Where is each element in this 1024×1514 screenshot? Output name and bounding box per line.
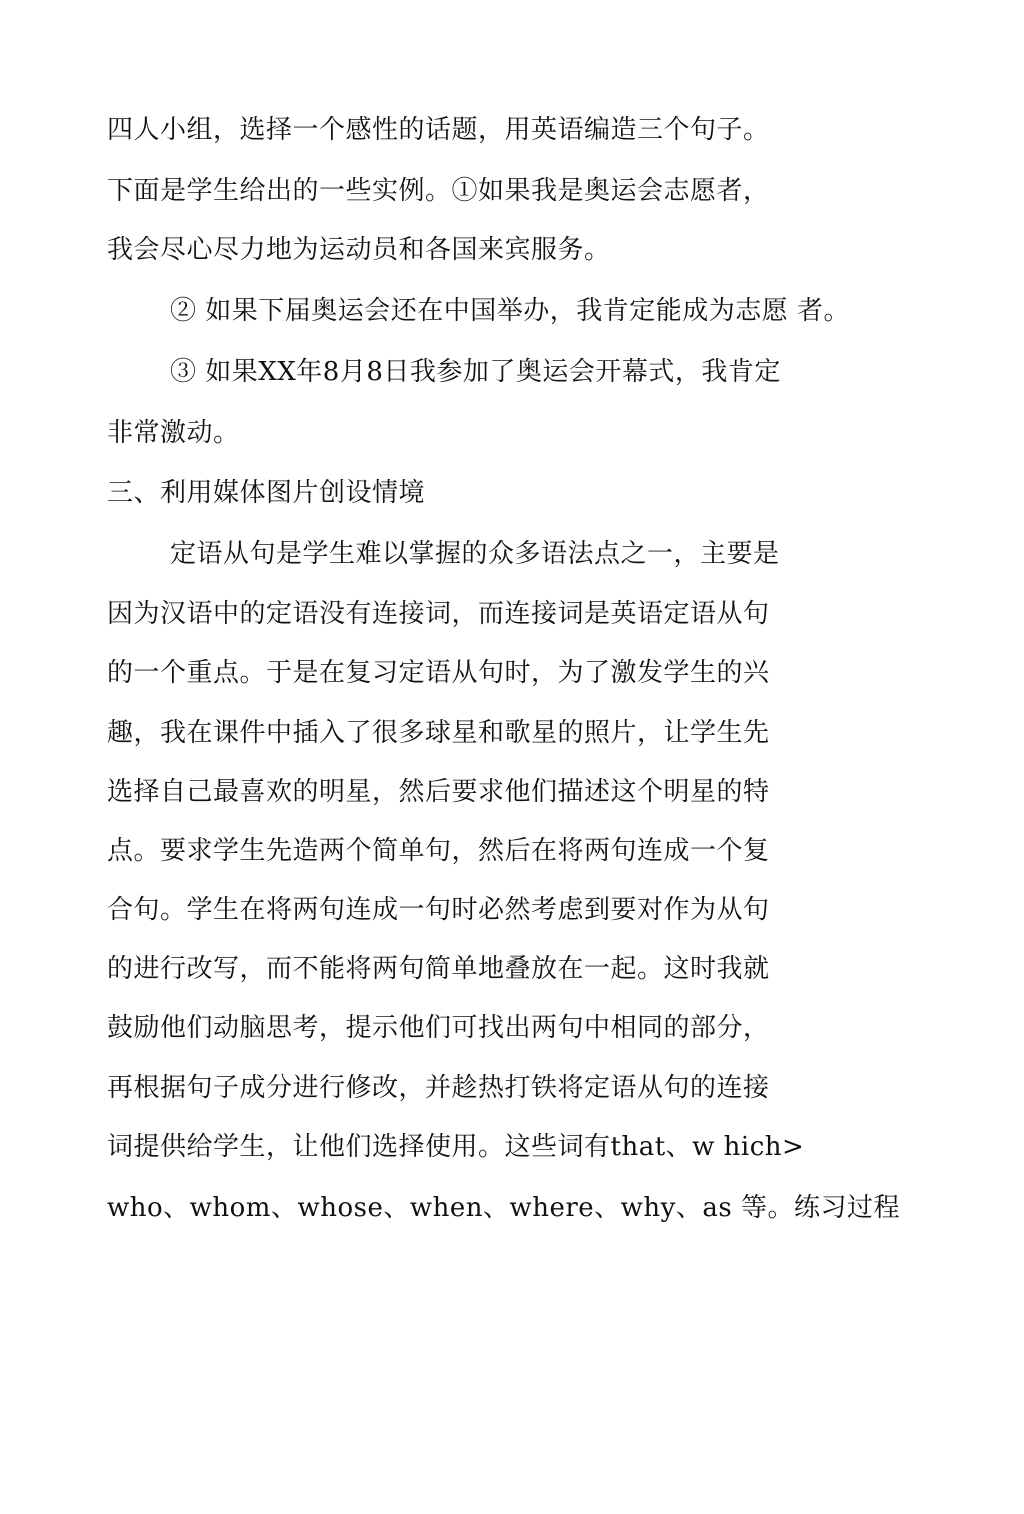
text-line-10: 的一个重点。于是在复习定语从句时，为了激发学生的兴 bbox=[107, 658, 770, 688]
text-line-2: 下面是学生给出的一些实例。①如果我是奥运会志愿者， bbox=[107, 176, 770, 206]
text-line-12: 选择自己最喜欢的明星，然后要求他们描述这个明星的特 bbox=[107, 777, 770, 807]
text-line-19: who、whom、whose、when、where、why、as 等。练习过程 bbox=[107, 1193, 900, 1223]
text-line-9: 因为汉语中的定语没有连接词，而连接词是英语定语从句 bbox=[107, 599, 770, 629]
text-line-3: 我会尽心尽力地为运动员和各国来宾服务。 bbox=[107, 235, 611, 265]
text-line-6: 非常激动。 bbox=[107, 418, 240, 448]
text-line-5: ③ 如果XX年8月8日我参加了奥运会开幕式，我肯定 bbox=[170, 357, 781, 387]
text-line-14: 合句。学生在将两句连成一句时必然考虑到要对作为从句 bbox=[107, 895, 770, 925]
text-line-18: 词提供给学生，让他们选择使用。这些词有that、w hich> bbox=[107, 1132, 805, 1162]
section-heading: 三、利用媒体图片创设情境 bbox=[107, 478, 426, 508]
text-line-16: 鼓励他们动脑思考，提示他们可找出两句中相同的部分， bbox=[107, 1013, 770, 1043]
text-line-13: 点。要求学生先造两个简单句，然后在将两句连成一个复 bbox=[107, 836, 770, 866]
text-line-8: 定语从句是学生难以掌握的众多语法点之一，主要是 bbox=[170, 539, 780, 569]
text-line-1: 四人小组，选择一个感性的话题，用英语编造三个句子。 bbox=[107, 115, 770, 145]
text-line-15: 的进行改写，而不能将两句简单地叠放在一起。这时我就 bbox=[107, 954, 770, 984]
text-line-17: 再根据句子成分进行修改，并趁热打铁将定语从句的连接 bbox=[107, 1073, 770, 1103]
text-line-4: ② 如果下届奥运会还在中国举办，我肯定能成为志愿 者。 bbox=[170, 296, 851, 326]
text-line-11: 趣，我在课件中插入了很多球星和歌星的照片，让学生先 bbox=[107, 718, 770, 748]
